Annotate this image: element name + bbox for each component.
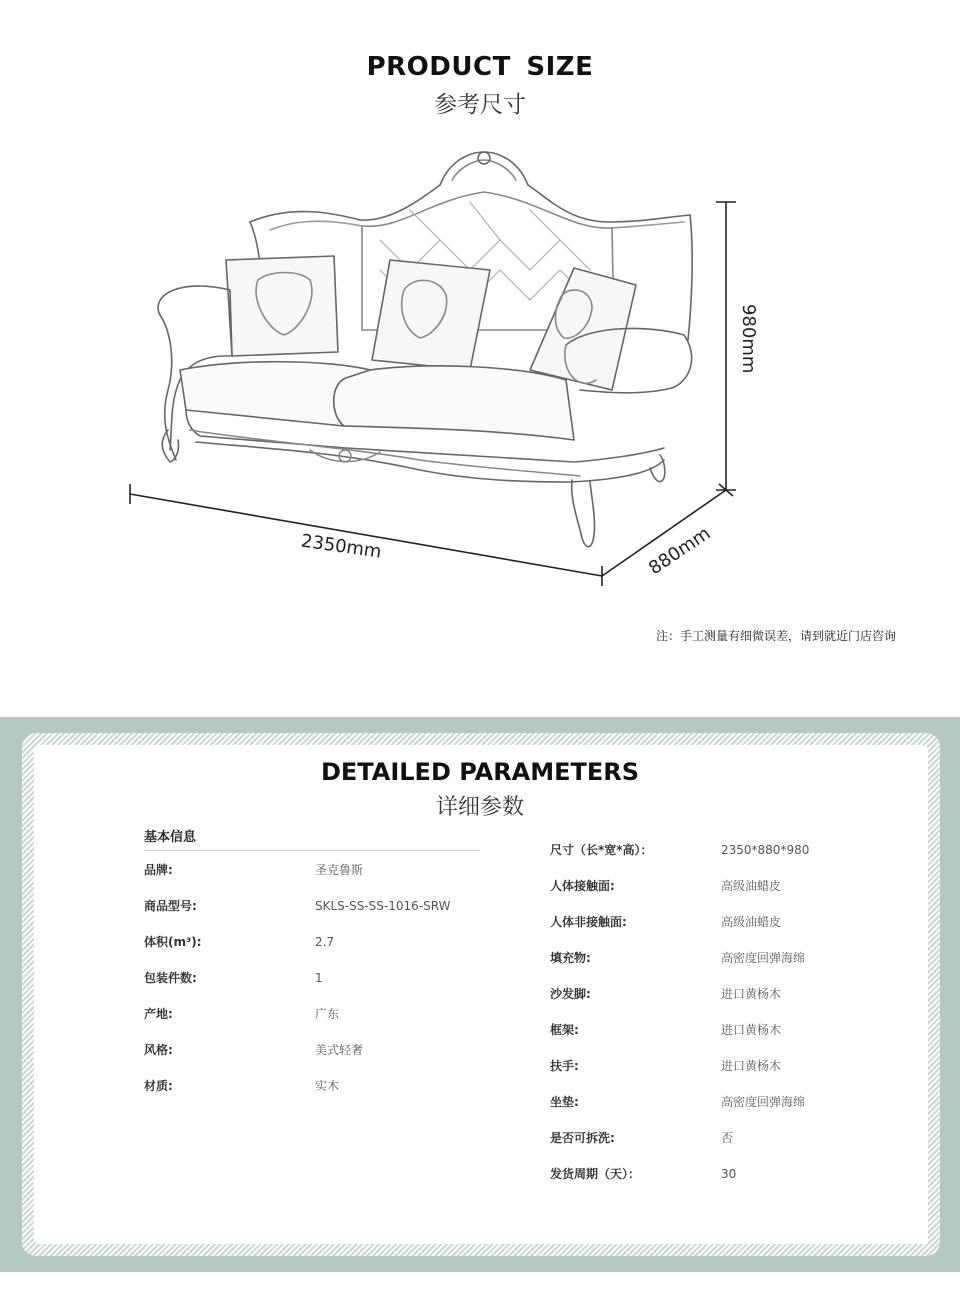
sofa-sketch [0, 130, 960, 600]
width-dimension-label: 2350mm [299, 530, 383, 563]
param-key: 扶手: [550, 1059, 579, 1073]
param-value: 2350*880*980 [721, 843, 810, 857]
param-key: 体积(m³): [144, 935, 202, 949]
param-key: 是否可拆洗: [550, 1131, 615, 1145]
param-key: 发货周期（天）： [550, 1167, 641, 1181]
param-key: 尺寸（长*宽*高）： [550, 843, 653, 857]
param-key: 人体接触面: [550, 879, 615, 893]
param-key: 坐垫: [550, 1095, 579, 1109]
param-value: 高级油蜡皮 [721, 915, 782, 929]
product-size-subtitle: 参考尺寸 [434, 92, 526, 118]
param-key: 商品型号: [144, 899, 197, 913]
param-value: 进口黄杨木 [721, 1023, 782, 1037]
param-value: 否 [721, 1131, 734, 1145]
param-key: 包装件数: [144, 971, 197, 985]
param-value: SKLS-SS-SS-1016-SRW [315, 899, 451, 913]
param-value: 实木 [315, 1079, 340, 1093]
basic-info-divider [144, 850, 480, 851]
measurement-note: 注：手工测量有细微误差，请到就近门店咨询 [655, 629, 896, 643]
basic-info-heading: 基本信息 [144, 830, 197, 845]
crest-ornament [440, 152, 528, 185]
param-key: 框架: [550, 1023, 579, 1037]
param-value: 进口黄杨木 [721, 1059, 782, 1073]
param-value: 进口黄杨木 [721, 987, 782, 1001]
param-value: 美式轻奢 [315, 1043, 364, 1057]
product-size-title: PRODUCT SIZE [366, 52, 594, 82]
right-front-leg [572, 480, 595, 547]
height-dimension-label: 980mm [738, 304, 759, 374]
param-value: 圣克鲁斯 [315, 863, 364, 877]
middle-pillow [372, 260, 490, 370]
param-key: 人体非接触面: [550, 915, 627, 929]
param-key: 材质: [144, 1079, 173, 1093]
right-seat-cushion [334, 366, 574, 440]
depth-dimension-label: 880mm [645, 522, 715, 580]
parameters-subtitle: 详细参数 [435, 795, 524, 820]
param-key: 风格: [144, 1043, 173, 1057]
param-value: 2.7 [315, 935, 335, 949]
param-key: 沙发脚: [550, 987, 591, 1001]
param-value: 广东 [315, 1007, 340, 1021]
param-value: 30 [721, 1167, 737, 1181]
width-dimension-line [130, 494, 602, 576]
param-value: 高密度回弹海绵 [721, 951, 806, 965]
param-value: 1 [315, 971, 323, 985]
param-key: 品牌: [144, 863, 173, 877]
param-key: 产地: [144, 1007, 173, 1021]
param-key: 填充物: [550, 951, 591, 965]
left-pillow [226, 256, 338, 356]
param-value: 高级油蜡皮 [721, 879, 782, 893]
parameters-title: DETAILED PARAMETERS [320, 758, 640, 786]
right-wing [688, 215, 692, 340]
param-value: 高密度回弹海绵 [721, 1095, 806, 1109]
